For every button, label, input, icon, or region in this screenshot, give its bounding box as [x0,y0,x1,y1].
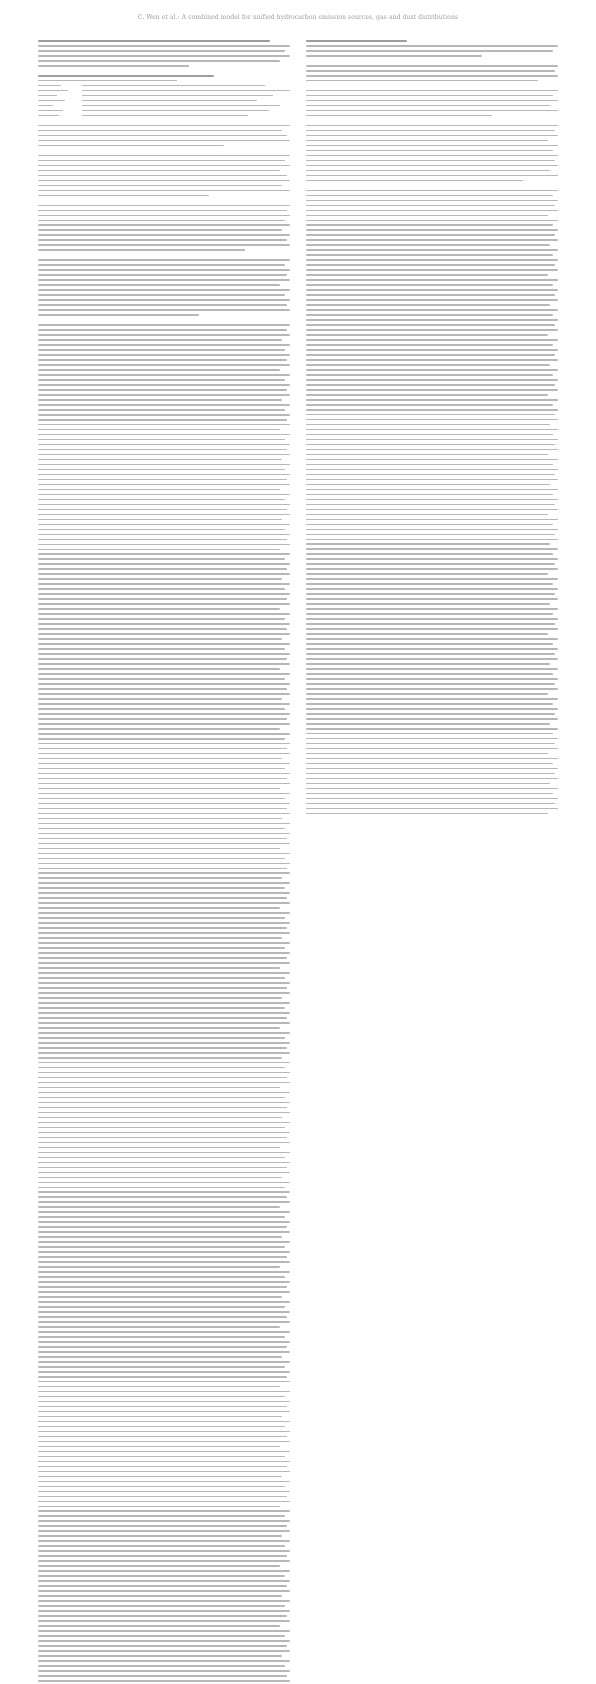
right-column [306,40,558,818]
running-header: C. Wen et al.: A combined model for unified hydrocarbon emission sources, gas and dust distributions [137,14,459,21]
left-paragraph-5 [38,259,290,315]
left-paragraph-3 [38,155,290,196]
reference-list [306,65,558,814]
left-paragraph-2 [38,125,290,147]
left-paragraph-4 [38,205,290,251]
left-intro-paragraph [38,40,290,67]
right-paragraph-1 [306,40,558,57]
left-paragraph-6 [38,324,290,1684]
parameter-table [38,75,290,120]
left-column [38,40,290,1684]
